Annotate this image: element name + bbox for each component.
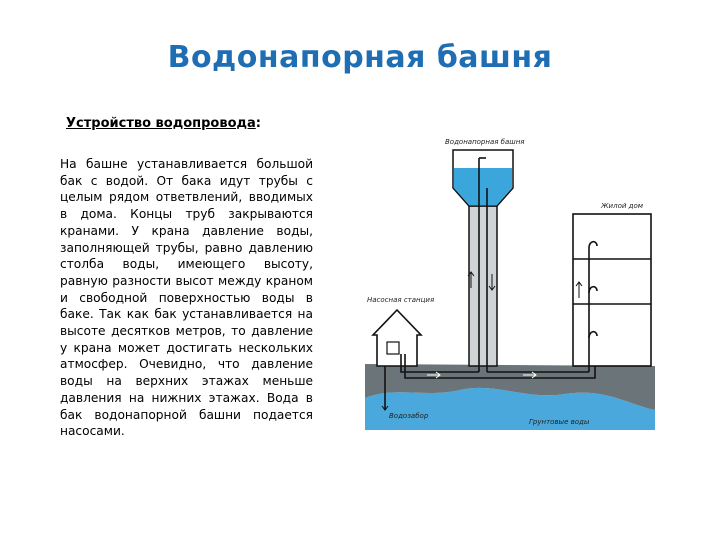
label-pump-station: Насосная станция xyxy=(367,296,435,304)
label-groundwater: Грунтовые воды xyxy=(529,418,590,426)
label-intake: Водозабор xyxy=(389,412,429,420)
description-paragraph: На башне устанавливается большой бак с водой. От бака идут трубы с целым рядом ответвлений, вводимых в дома. Концы труб закрываются кранами. У крана давление воды, заполняющей трубы, равно давлению столба воды, имеющего высоту, равную разности высот между краном и свободной поверхностью воды в баке. Так как бак устанавливается на высоте десятков метров, то давление у крана может достигать нескольких атмосфер. Очевидно, что давление воды на верхних этажах меньше давления на нижних этажах. Вода в бак водонапорной башни подается насосами. xyxy=(60,157,313,439)
tower-shaft xyxy=(469,206,497,366)
pump-station xyxy=(373,310,421,366)
section-heading-label: Устройство водопровода xyxy=(66,116,256,131)
page-title: Водонапорная башня xyxy=(167,40,553,75)
section-heading-colon: : xyxy=(255,116,261,131)
pump-icon xyxy=(387,342,399,354)
house-building xyxy=(573,214,651,366)
water-tower-diagram-svg xyxy=(365,128,655,430)
label-tower: Водонапорная башня xyxy=(445,138,525,146)
label-house: Жилой дом xyxy=(601,202,644,210)
section-heading xyxy=(66,116,261,131)
water-tower-diagram xyxy=(365,128,655,430)
